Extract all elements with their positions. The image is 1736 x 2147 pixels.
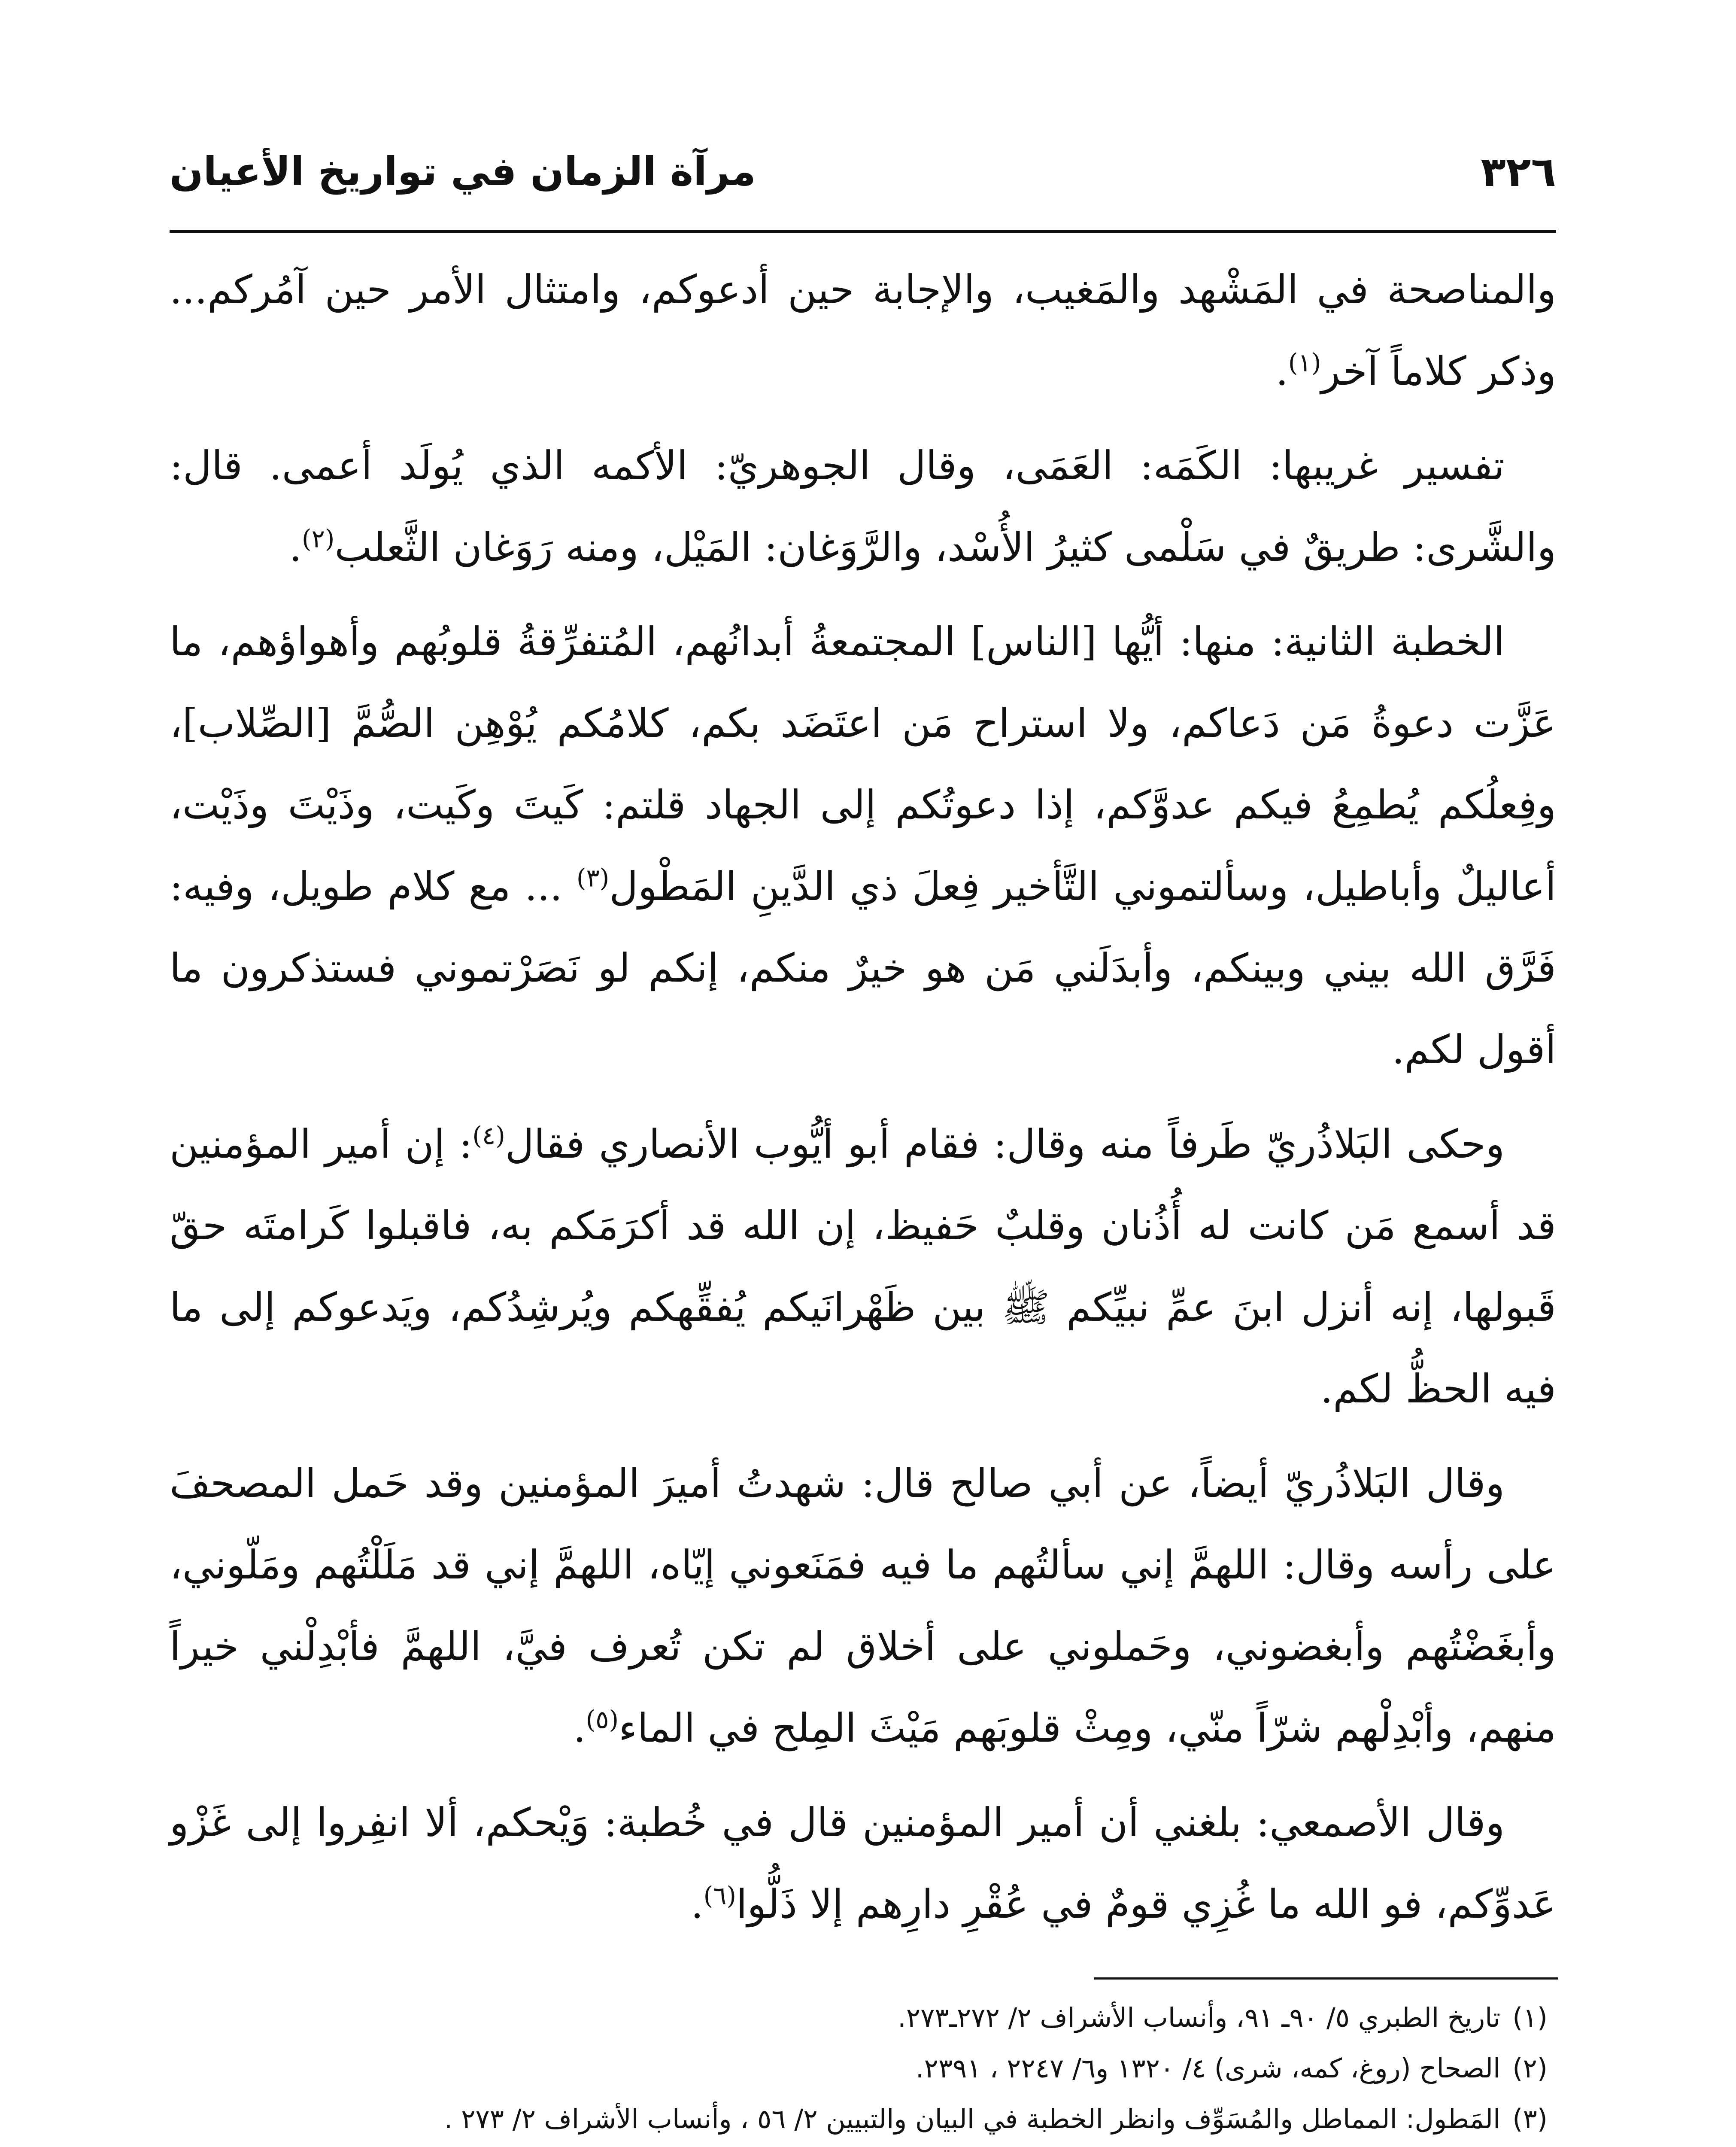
footnote-text: المَطول: المماطل والمُسَوِّف وانظر الخطبة في البيان والتبيين ٢/ ٥٦ ، وأنساب الأشراف ٢/ ٢٧٣ . (444, 2103, 1501, 2135)
paragraph-text: وقال البَلاذُريّ أيضاً، عن أبي صالح قال: شهدتُ أميرَ المؤمنين وقد حَمل المصحفَ على رأسه وقال: اللهمَّ إني سألتُهم ما فيه فمَنَعوني إيّاه، اللهمَّ إني قد مَلَلْتُهم ومَلّوني، وأبغَضْتُهم وأبغضوني، وحَملوني على أخلاق لم تكن تُعرف فيَّ، اللهمَّ فأبْدِلْني خيراً منهم، وأبْدِلْهم شرّاً منّي، ومِثْ قلوبَهم مَيْثَ المِلح في الماء (170, 1460, 1556, 1751)
paragraph (170, 601, 1556, 1091)
paragraph-tail: . (289, 524, 302, 570)
footnote-number: (١) (1512, 2002, 1548, 2033)
paragraph (170, 1443, 1556, 1769)
paragraph-text: تفسير غريبها: الكَمَه: العَمَى، وقال الجوهريّ: الأكمه الذي يُولَد أعمى. قال: والشَّرى: طريقٌ في سَلْمى كثيرُ الأُسْد، والرَّوَغان: المَيْل، ومنه رَوَغان الثَّعلب (170, 443, 1556, 570)
footnote-reference: (٤) (472, 1121, 505, 1150)
paragraph-tail: . (573, 1705, 586, 1751)
paragraph (170, 1782, 1556, 1945)
footnote-reference: (٢) (301, 524, 335, 553)
footnote (170, 2094, 1548, 2144)
paragraph-text: وحكى البَلاذُريّ طَرفاً منه وقال: فقام أبو أيُّوب الأنصاري فقال (505, 1121, 1505, 1167)
footnote-number: (٣) (1512, 2103, 1548, 2135)
footnotes (170, 1992, 1548, 2147)
paragraph-text: الخطبة الثانية: منها: أيُّها [الناس] المجتمعةُ أبدانُهم، المُتفرِّقةُ قلوبُهم وأهواؤهم، ما عَزَّت دعوةُ مَن دَعاكم، ولا استراح مَن اعتَضَد بكم، كلامُكم يُوْهِن الصُّمَّ [الصِّلاب]، وفِعلُكم يُطمِعُ فيكم عدوَّكم، إذا دعوتُكم إلى الجهاد قلتم: كَيتَ وكَيت، وذَيْتَ وذَيْت، أعاليلٌ وأباطيل، وسألتموني التَّأخير فِعلَ ذي الدَّينِ المَطْول (170, 619, 1556, 909)
paragraph-text: وقال الأصمعي: بلغني أن أمير المؤمنين قال في خُطبة: وَيْحكم، ألا انفِروا إلى غَزْو عَدوِّكم، فو الله ما غُزِي قومٌ في عُقْرِ دارِهم إلا ذَلُّوا (170, 1800, 1556, 1927)
running-title: مرآة الزمان في تواريخ الأعيان (170, 149, 756, 195)
footnote-reference: (٥) (586, 1705, 619, 1734)
paragraph-tail: ... مع كلام طويل، وفيه: فَرَّق الله بيني وبينكم، وأبدَلَني مَن هو خيرٌ منكم، إنكم لو نَصَرْتموني فستذكرون ما أقول لكم. (170, 864, 1556, 1073)
footnote-text: الصحاح (روغ، كمه، شرى) ٤/ ١٣٢٠ و٦/ ٢٢٤٧ ، ٢٣٩١. (915, 2053, 1501, 2084)
paragraph-tail: . (691, 1881, 704, 1927)
footnote-reference: (٣) (576, 863, 610, 893)
page-number: ٣٢٦ (1481, 148, 1556, 196)
paragraph (170, 249, 1556, 412)
paragraph-text: والمناصحة في المَشْهد والمَغيب، والإجابة حين أدعوكم، وامتثال الأمر حين آمُركم... وذكر كلاماً آخر (170, 267, 1556, 394)
main-text (170, 249, 1556, 1958)
paragraph (170, 425, 1556, 588)
footnote (170, 2144, 1548, 2147)
header-rule (170, 230, 1556, 233)
footnote-separator (1094, 1977, 1558, 1980)
footnote-reference: (٦) (703, 1881, 736, 1910)
page-header (170, 129, 1556, 236)
paragraph (170, 1104, 1556, 1430)
paragraph-tail: : إن أمير المؤمنين قد أسمع مَن كانت له أُذُنان وقلبٌ حَفيظ، إن الله قد أكرَمَكم به، فاقبلوا كَرامتَه حقّ قَبولها، إنه أنزل ابنَ عمِّ نبيِّكم ﷺ بين ظَهْرانَيكم يُفقِّهكم ويُرشِدُكم، ويَدعوكم إلى ما فيه الحظُّ لكم. (170, 1121, 1556, 1412)
footnote (170, 1992, 1548, 2043)
footnote (170, 2043, 1548, 2094)
footnote-text: تاريخ الطبري ٥/ ٩٠ـ ٩١، وأنساب الأشراف ٢/ ٢٧٢ـ٢٧٣. (898, 2002, 1501, 2033)
paragraph-tail: . (1275, 348, 1288, 394)
footnote-number: (٢) (1512, 2053, 1548, 2084)
footnote-reference: (١) (1288, 348, 1321, 377)
